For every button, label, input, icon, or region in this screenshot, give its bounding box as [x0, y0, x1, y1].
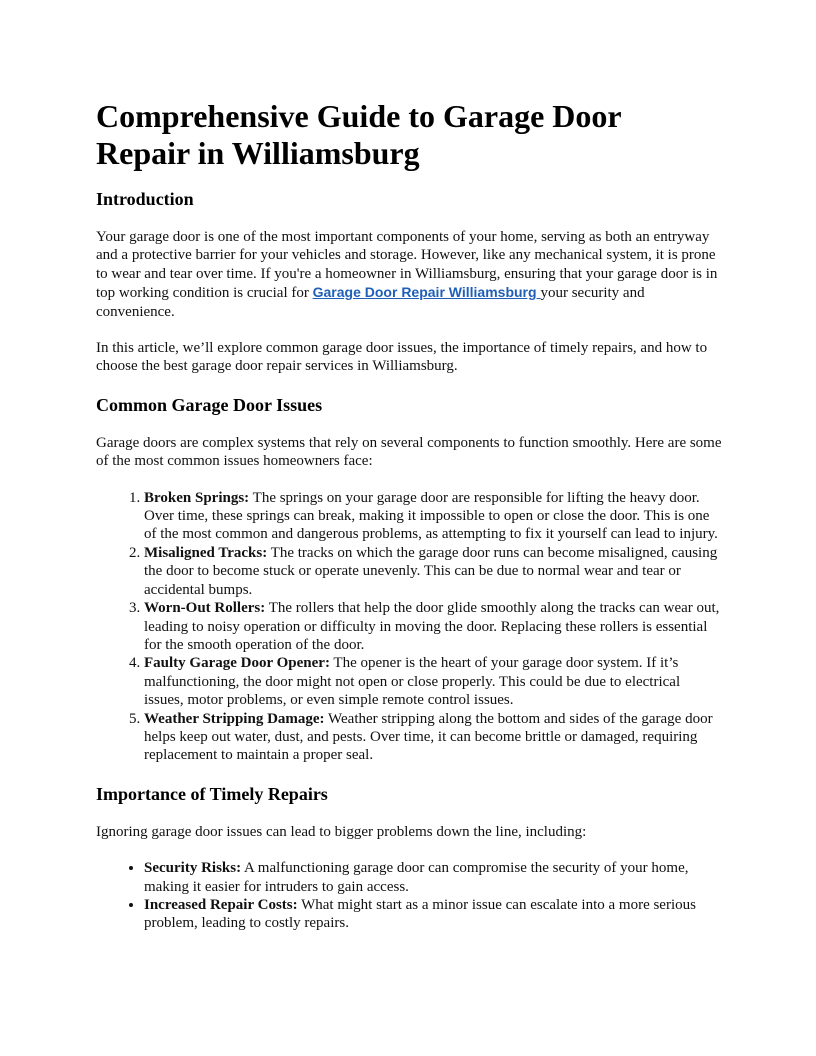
intro-paragraph-1	[96, 228, 722, 321]
section-heading-timely-repairs: Importance of Timely Repairs	[96, 783, 328, 804]
issues-list	[96, 489, 722, 765]
list-item-text: The springs on your garage door are responsible for lifting the heavy door. Over time, these springs can break, making it impossible to open or close the door. This is one of the most common and dangerous problems, as attempting to fix it yourself can lead to injury.	[144, 489, 718, 543]
document-page	[96, 98, 722, 951]
intro-text-after-link: your security and convenience.	[96, 285, 645, 320]
list-item	[144, 599, 722, 654]
list-item-text: The tracks on which the garage door runs can become misaligned, causing the door to become stuck or operate unevenly. This can be due to normal wear and tear or accidental bumps.	[144, 544, 718, 598]
repairs-lead-paragraph: Ignoring garage door issues can lead to bigger problems down the line, including:	[96, 823, 587, 840]
list-item-term: Faulty Garage Door Opener:	[144, 655, 330, 672]
list-item-term: Worn-Out Rollers:	[144, 600, 266, 617]
list-item	[144, 654, 722, 709]
list-item-term: Broken Springs:	[144, 489, 250, 506]
repairs-list	[96, 859, 722, 933]
list-item	[144, 489, 722, 544]
list-item-text: A malfunctioning garage door can compromise the security of your home, making it easier for intruders to gain access.	[144, 860, 689, 895]
section-heading-common-issues: Common Garage Door Issues	[96, 394, 323, 415]
issues-lead-paragraph: Garage doors are complex systems that rely on several components to function smoothly. Here are some of the most common issues homeowners face:	[96, 434, 722, 470]
list-item	[144, 710, 722, 765]
list-item-text: The opener is the heart of your garage door system. If it’s malfunctioning, the door might not open or close properly. This could be due to electrical issues, motor problems, or even simple remote control issues.	[144, 655, 681, 709]
list-item	[144, 859, 722, 896]
list-item-term: Weather Stripping Damage:	[144, 710, 325, 727]
list-item-text: What might start as a minor issue can escalate into a more serious problem, leading to costly repairs.	[144, 896, 696, 932]
list-item-term: Misaligned Tracks:	[144, 544, 268, 561]
list-item-text: The rollers that help the door glide smoothly along the tracks can wear out, leading to noisy operation or difficulty in moving the door. Replacing these rollers is essential for the smooth operation of the door.	[144, 600, 720, 653]
page-title: Comprehensive Guide to Garage Door Repair in Williamsburg	[96, 98, 621, 171]
intro-text-before-link: Your garage door is one of the most important components of your home, serving as both an entryway and a protective barrier for your vehicles and storage. However, like any mechanical system, it is prone to wear and tear over time. If you're a homeowner in Williamsburg, ensuring that your garage door is in top working condition is crucial for	[96, 229, 718, 302]
section-heading-introduction: Introduction	[96, 189, 194, 209]
list-item-term: Increased Repair Costs:	[144, 896, 298, 913]
garage-door-repair-link[interactable]: Garage Door Repair Williamsburg	[312, 284, 541, 301]
list-item-term: Security Risks:	[144, 860, 242, 877]
list-item-text: Weather stripping along the bottom and sides of the garage door helps keep out water, dust, and pests. Over time, it can become brittle or damaged, requiring replacement to maintain a proper seal.	[144, 710, 713, 764]
list-item	[144, 544, 722, 599]
list-item	[144, 896, 722, 933]
intro-paragraph-2: In this article, we’ll explore common garage door issues, the importance of timely repairs, and how to choose the best garage door repair services in Williamsburg.	[96, 340, 708, 375]
